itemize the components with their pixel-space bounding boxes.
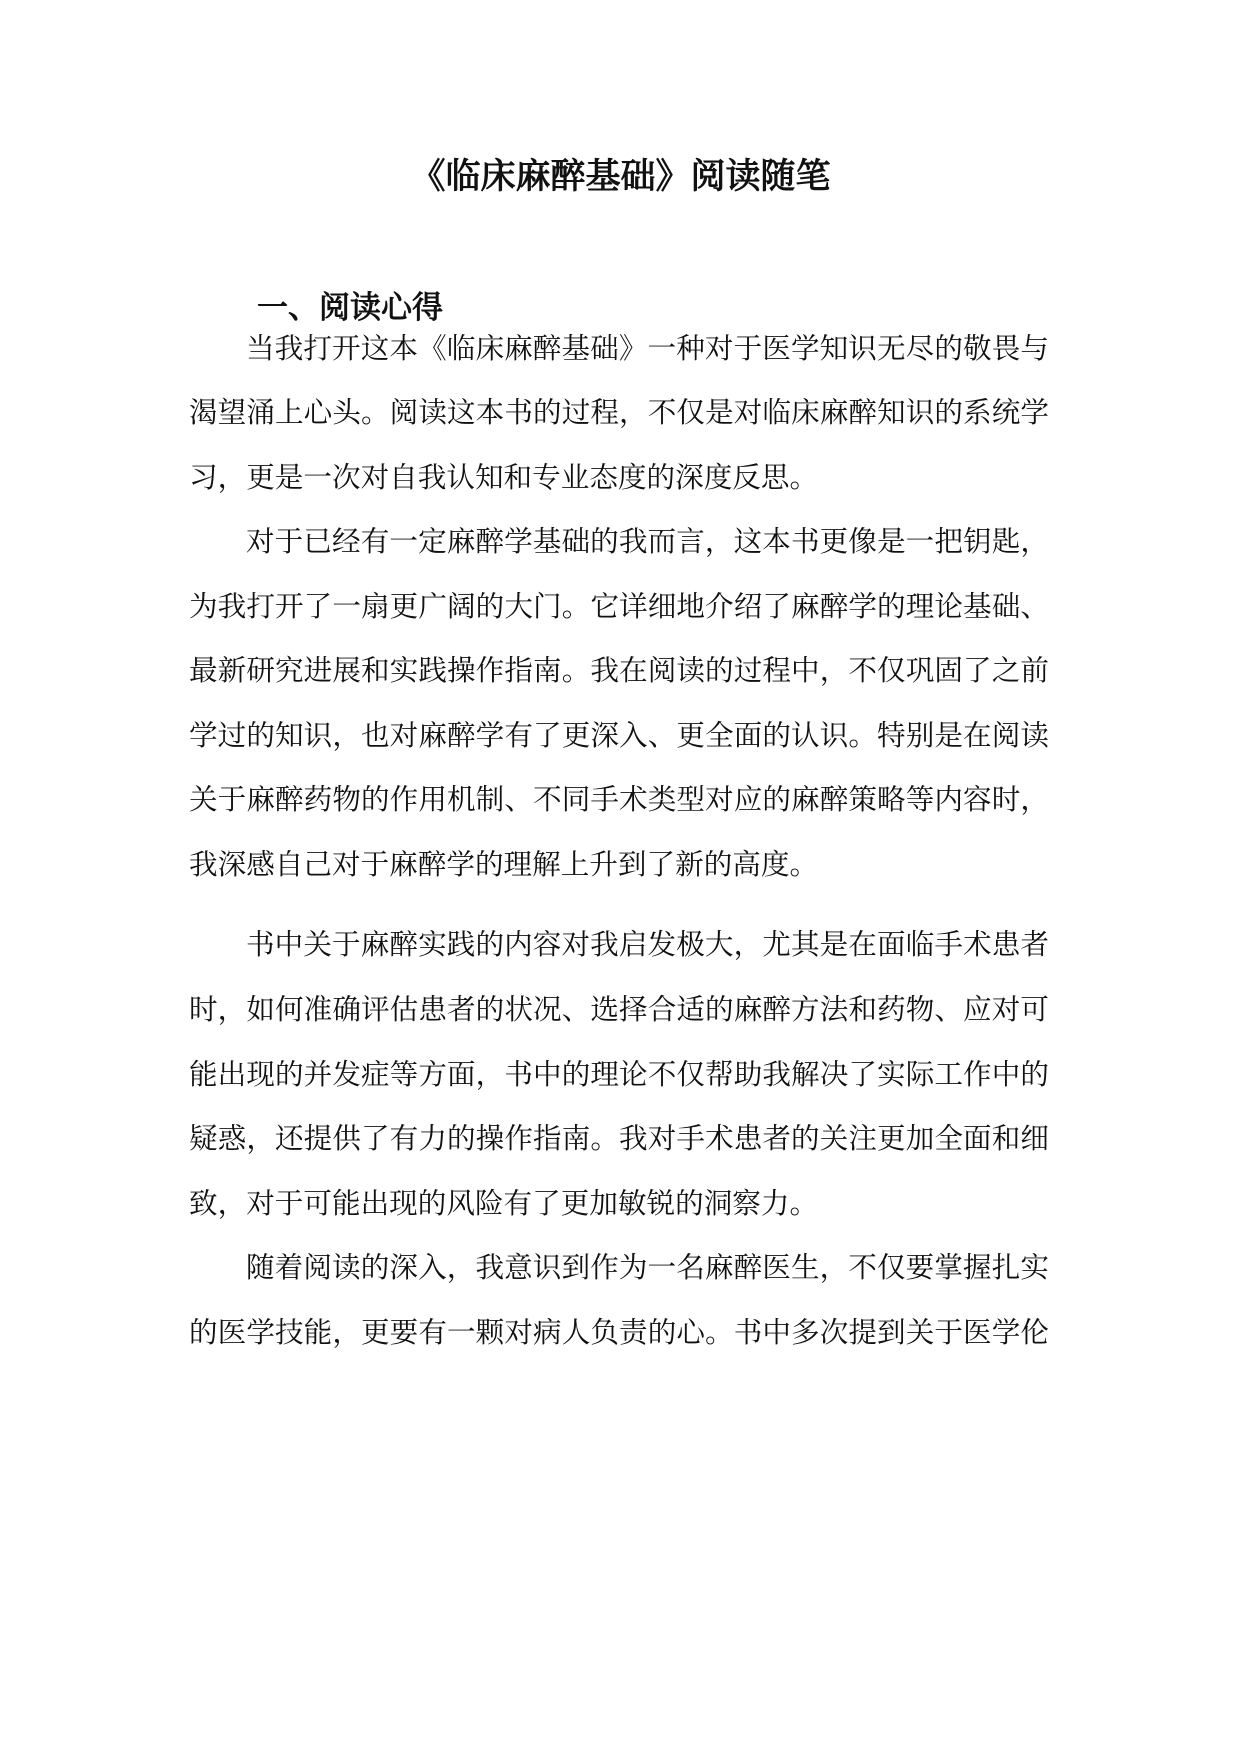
paragraph-2-line-3: 最新研究进展和实践操作指南。我在阅读的过程中，不仅巩固了之前 xyxy=(189,653,1049,687)
document-title: 《临床麻醉基础》阅读随笔 xyxy=(410,157,831,197)
paragraph-3-line-2: 时，如何准确评估患者的状况、选择合适的麻醉方法和药物、应对可 xyxy=(189,992,1049,1026)
section-heading: 一、阅读心得 xyxy=(257,290,443,326)
paragraph-3-line-1: 书中关于麻醉实践的内容对我启发极大，尤其是在面临手术患者 xyxy=(246,927,1049,961)
paragraph-2-line-2: 为我打开了一扇更广阔的大门。它详细地介绍了麻醉学的理论基础、 xyxy=(189,589,1049,623)
paragraph-3-line-5: 致，对于可能出现的风险有了更加敏锐的洞察力。 xyxy=(189,1186,819,1220)
paragraph-3-line-3: 能出现的并发症等方面，书中的理论不仅帮助我解决了实际工作中的 xyxy=(189,1057,1049,1091)
paragraph-2-line-4: 学过的知识，也对麻醉学有了更深入、更全面的认识。特别是在阅读 xyxy=(189,718,1049,752)
paragraph-1-line-1: 当我打开这本《临床麻醉基础》一种对于医学知识无尽的敬畏与 xyxy=(246,331,1049,365)
paragraph-4-line-2: 的医学技能，更要有一颗对病人负责的心。书中多次提到关于医学伦 xyxy=(189,1315,1049,1349)
paragraph-2-line-5: 关于麻醉药物的作用机制、不同手术类型对应的麻醉策略等内容时， xyxy=(189,782,1049,816)
paragraph-3-line-4: 疑惑，还提供了有力的操作指南。我对手术患者的关注更加全面和细 xyxy=(189,1121,1049,1155)
paragraph-4-line-1: 随着阅读的深入，我意识到作为一名麻醉医生，不仅要掌握扎实 xyxy=(246,1250,1049,1284)
paragraph-1-line-3: 习，更是一次对自我认知和专业态度的深度反思。 xyxy=(189,460,819,494)
paragraph-1-line-2: 渴望涌上心头。阅读这本书的过程，不仅是对临床麻醉知识的系统学 xyxy=(189,395,1049,429)
paragraph-2-line-6: 我深感自己对于麻醉学的理解上升到了新的高度。 xyxy=(189,847,819,881)
paragraph-2-line-1: 对于已经有一定麻醉学基础的我而言，这本书更像是一把钥匙， xyxy=(246,524,1049,558)
